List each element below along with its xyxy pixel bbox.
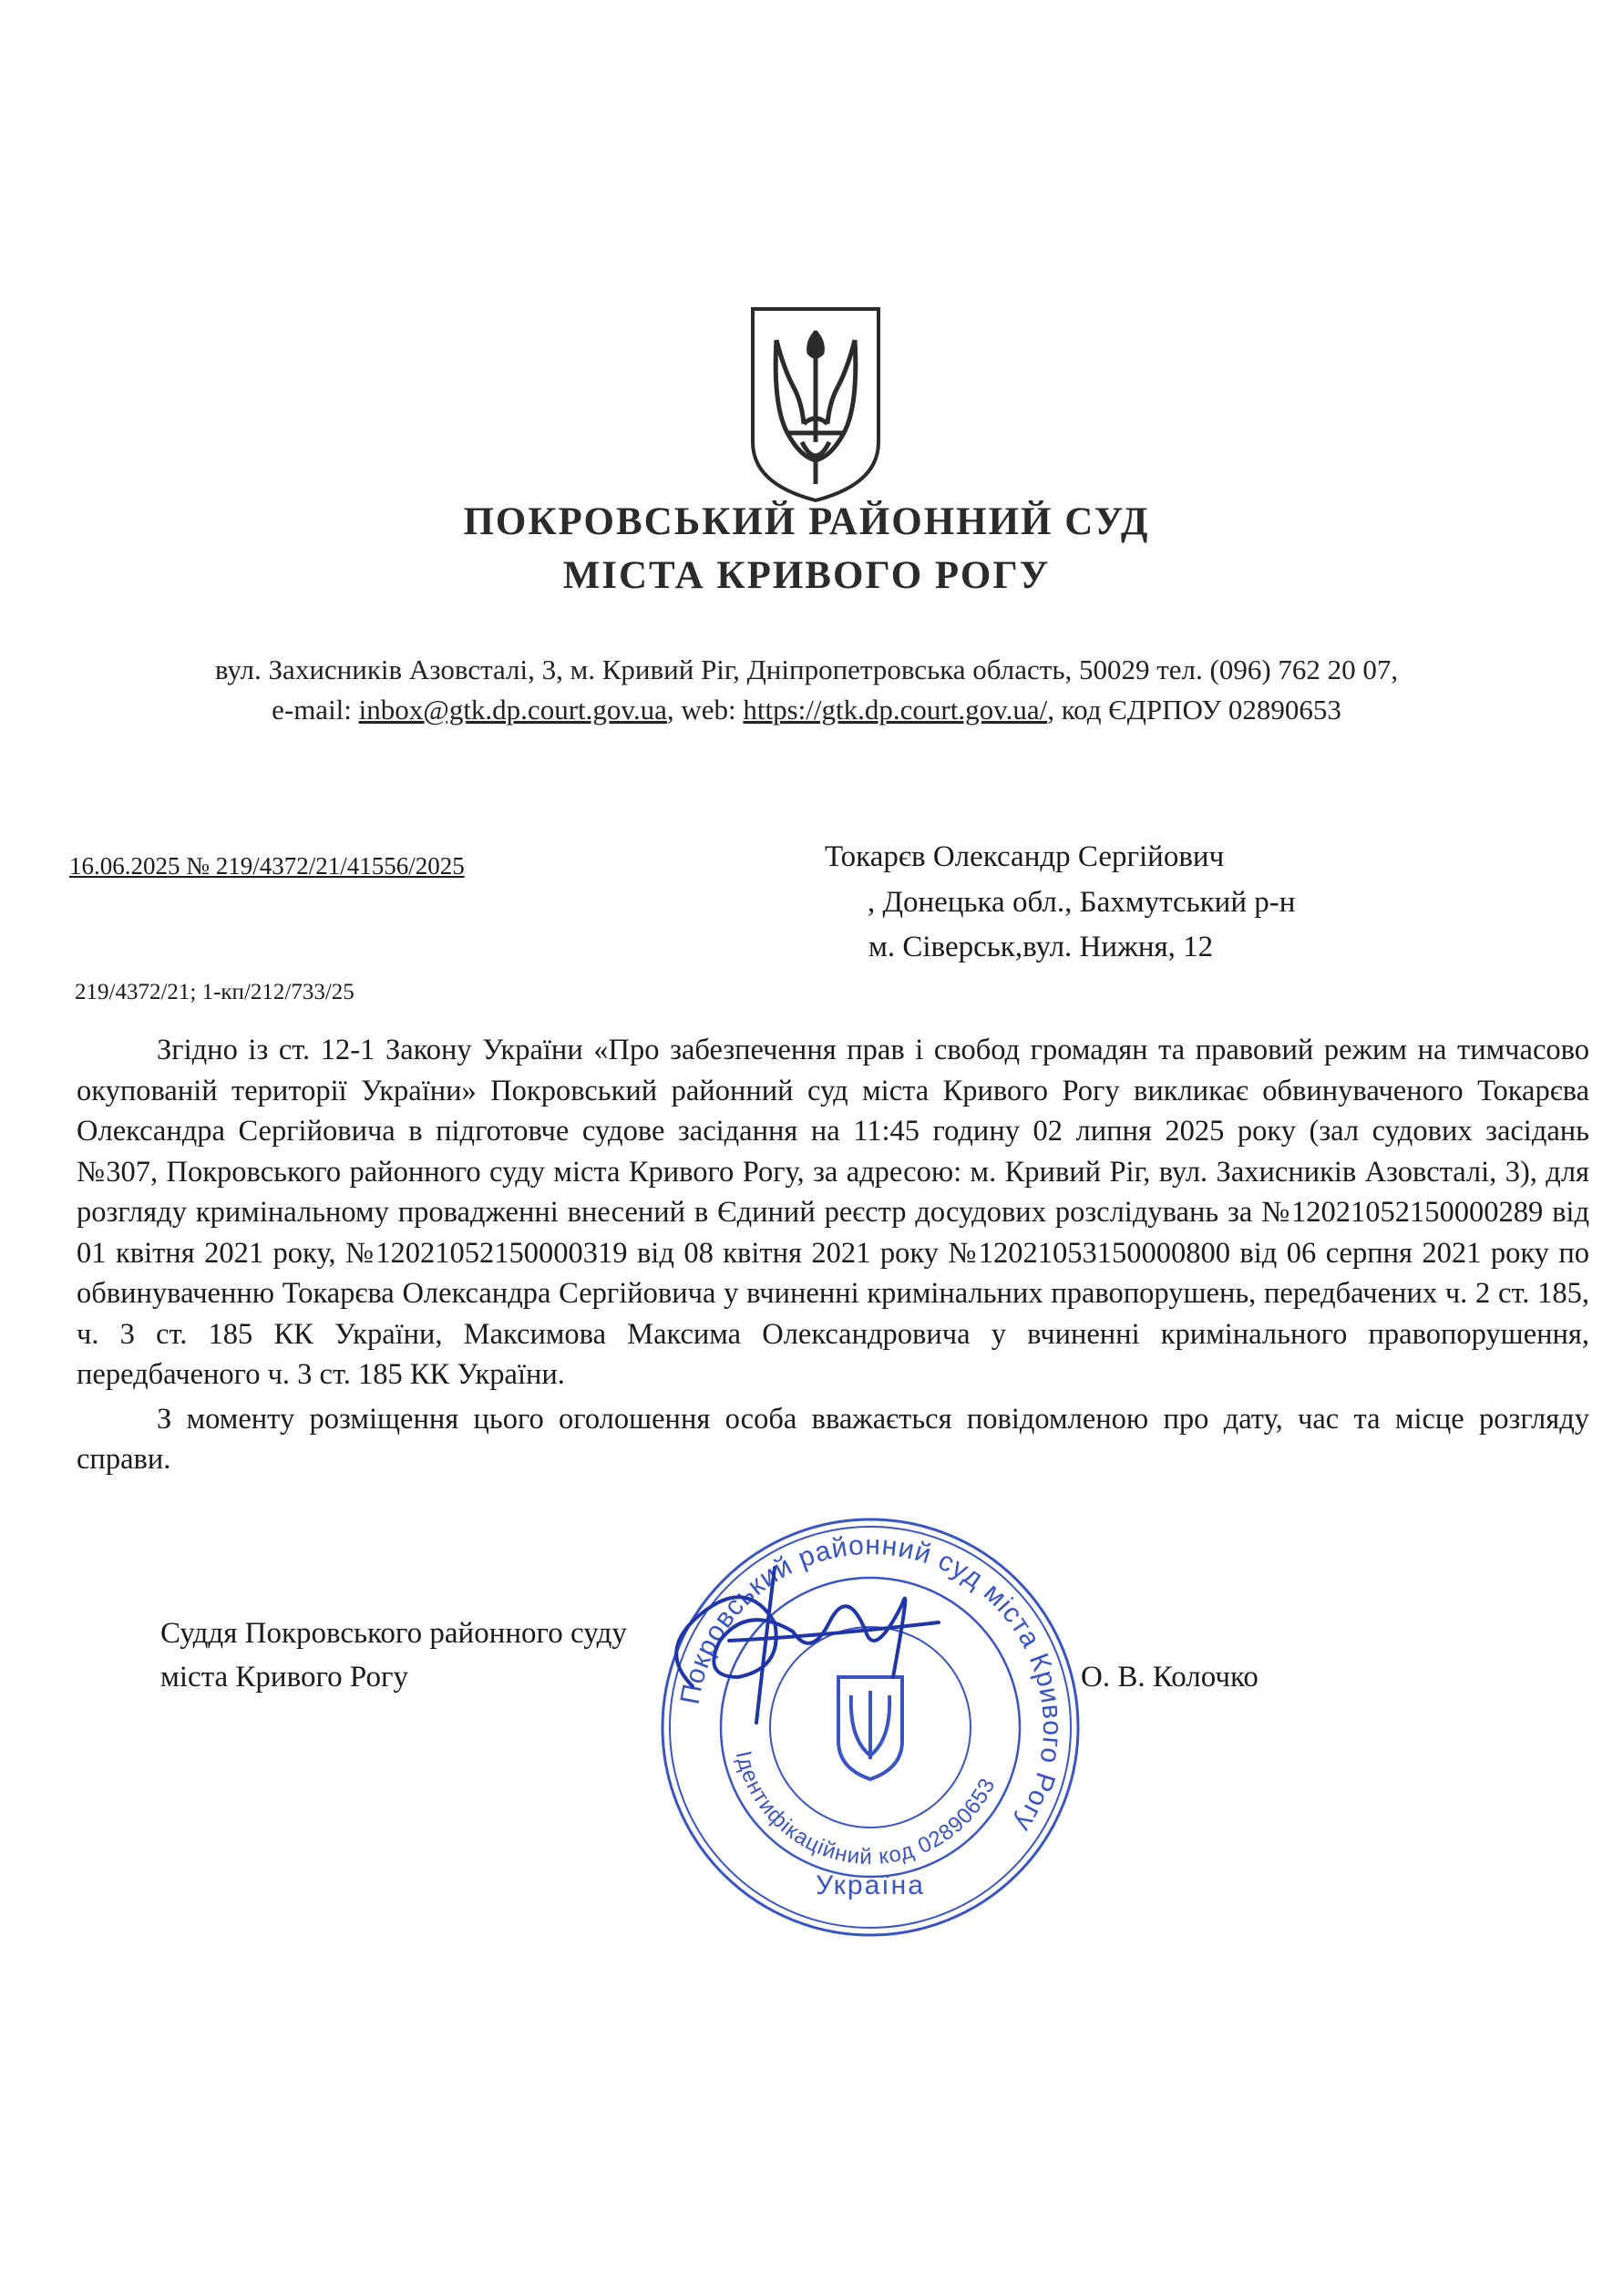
notice-paragraph-1: Згідно із ст. 12-1 Закону України «Про забезпечення прав і свобод громадян та правовий режим на тимчасово окупованій території України» Покровський районний суд міста Кривого Рогу викликає обвинуваченого Токарєва Олександра Сергійовича в підготовче судове засідання на 11:45 годину 02 липня 2025 року (зал судових засідань №307, Покровського районного суду міста Кривого Рогу, за адресою: м. Кривий Ріг, вул. Захисників Азовсталі, 3), для розгляду кримінальному провадженні внесений в Єдиний реєстр досудових розслідувань за №12021052150000289 від 01 квітня 2021 року, №12021052150000319 від 08 квітня 2021 року №12021053150000800 від 06 серпня 2021 року по обвинуваченню Токарєва Олександра Сергійовича у вчиненні кримінальних правопорушень, передбачених ч. 2 ст. 185, ч. 3 ст. 185 КК України, Максимова Максима Олександровича у вчиненні кримінального правопорушення, передбаченого ч. 3 ст. 185 КК України.	[77, 1034, 1589, 1391]
notice-paragraph-2: З моменту розміщення цього оголошення особа вважається повідомленою про дату, час та місце розгляду справи.	[77, 1402, 1589, 1476]
court-address: вул. Захисників Азовсталі, 3, м. Кривий Ріг, Дніпропетровська область, 50029 тел. (096) 762 20 07,	[214, 654, 1399, 685]
court-contacts	[0, 694, 1613, 726]
edrpou-code: , код ЄДРПОУ 02890653	[1047, 694, 1341, 726]
web-label: , web:	[666, 694, 744, 726]
stamp-outer-path: Покровський районний суд міста Кривого Рогу	[674, 1529, 1068, 1838]
recipient-region: , Донецька обл., Бахмутський р-н	[868, 886, 1296, 919]
email-link[interactable]: inbox@gtk.dp.court.gov.ua	[358, 694, 667, 726]
judge-position-line1: Суддя Покровського районного суду	[160, 1617, 627, 1650]
judge-signature	[638, 1550, 966, 1732]
court-name-line2: МІСТА КРИВОГО РОГУ	[562, 554, 1051, 597]
stamp-country: Україна	[816, 1870, 925, 1900]
court-name-line1: ПОКРОВСЬКИЙ РАЙОННИЙ СУД	[463, 500, 1150, 543]
outgoing-number: 16.06.2025 № 219/4372/21/41556/2025	[69, 852, 465, 880]
email-label: e-mail:	[272, 694, 359, 726]
coat-of-arms-emblem	[747, 305, 884, 504]
recipient-address: м. Сіверськ,вул. Нижня, 12	[868, 931, 1214, 963]
judge-name: О. В. Колочко	[1081, 1661, 1259, 1694]
judge-position-line2: міста Кривого Рогу	[160, 1661, 408, 1694]
case-references: 219/4372/21; 1-кп/212/733/25	[75, 980, 354, 1004]
web-link[interactable]: https://gtk.dp.court.gov.ua/	[743, 694, 1048, 726]
stamp-inner-path: Ідентифікаційний код 02890653	[730, 1748, 1001, 1870]
recipient-name: Токарєв Олександр Сергійович	[825, 840, 1225, 873]
stamp-inner-text	[731, 1749, 1001, 1870]
notice-body	[77, 1030, 1589, 1480]
